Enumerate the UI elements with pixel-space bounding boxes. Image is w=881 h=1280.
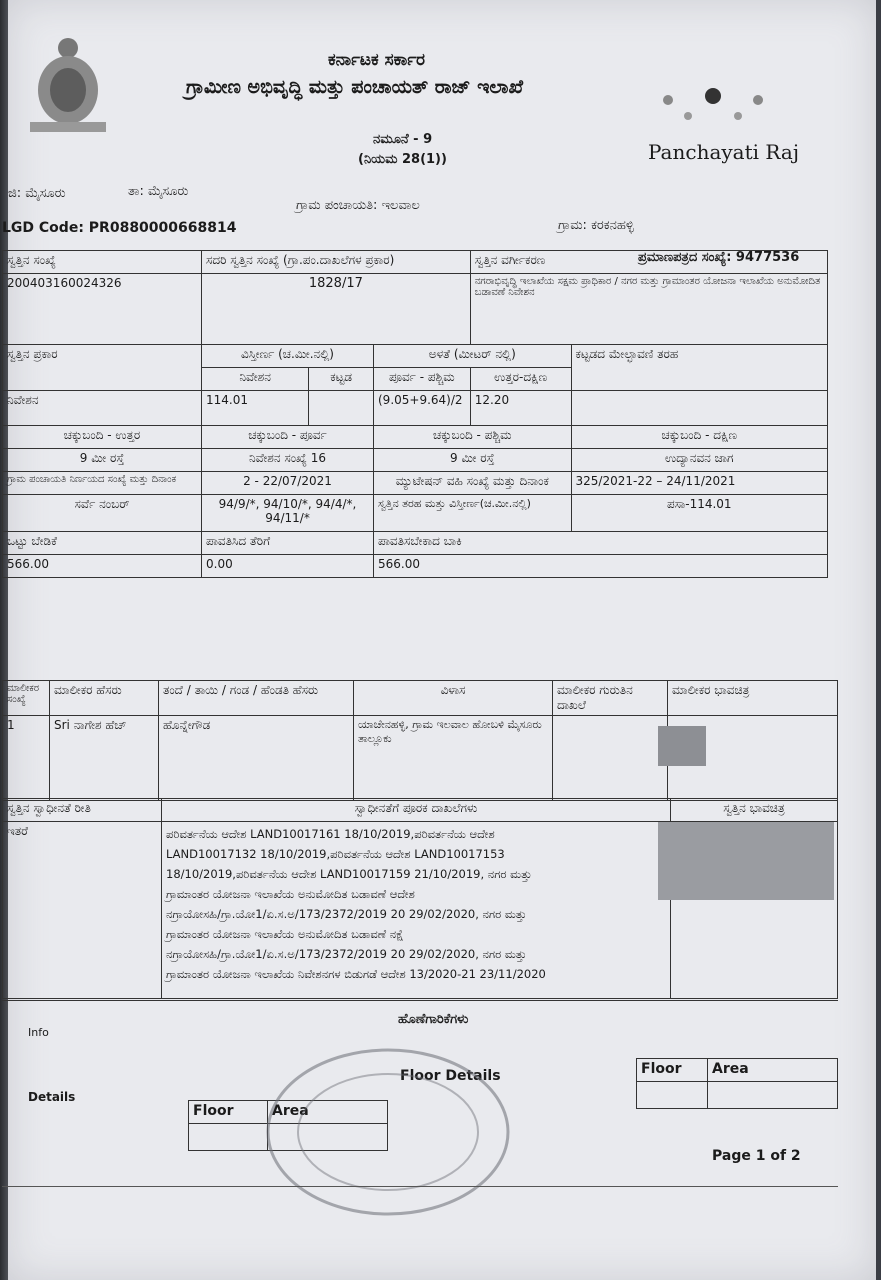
- h-possession-mode: ಸ್ವತ್ತಿನ ಸ್ವಾಧೀನತೆ ರೀತಿ: [3, 799, 162, 822]
- balance-val: 566.00: [374, 555, 828, 578]
- district: ಜಿ: ಮೈಸೂರು: [8, 186, 66, 201]
- h-mutation: ಮ್ಯುಟೇಷನ್ ವಹಿ ಸಂಖ್ಯೆ ಮತ್ತು ದಿನಾಂಕ: [374, 472, 572, 495]
- property-table: [2, 250, 828, 578]
- h-prop-id: ಸ್ವತ್ತಿನ ಸಂಖ್ಯೆ: [3, 251, 202, 274]
- h-id-proof: ಮಾಲೀಕರ ಗುರುತಿನ ದಾಖಲೆ: [553, 681, 668, 716]
- gram-panchayat: ಗ್ರಾಮ ಪಂಚಾಯತಿ: ಇಲವಾಲ: [296, 198, 420, 213]
- owner-photo: [658, 726, 706, 766]
- h-dims: ಅಳತೆ (ಮೀಟರ್ ನಲ್ಲಿ): [374, 345, 572, 368]
- h-site: ನಿವೇಶನ: [202, 368, 309, 391]
- village: ಗ್ರಾಮ: ಕರಕನಹಳ್ಳಿ: [558, 218, 634, 233]
- page-number: Page 1 of 2: [712, 1148, 801, 1164]
- h-south: ಚಕ್ಕುಬಂದಿ - ದಕ್ಷಿಣ: [571, 426, 827, 449]
- paid-val: 0.00: [202, 555, 374, 578]
- ns-val: 12.20: [470, 391, 571, 426]
- h-roof: ಕಟ್ಟಡದ ಮೇಲ್ಛಾವಣಿ ತರಹ: [571, 345, 827, 391]
- h-prop-area: ಸ್ವತ್ತಿನ ತರಹ ಮತ್ತು ವಿಸ್ತೀರ್ಣ(ಚ.ಮೀ.ನಲ್ಲಿ): [374, 495, 572, 532]
- doc-line: ಪರಿವರ್ತನೆಯ ಆದೇಶ LAND10017161 18/10/2019,ಪರಿವರ್ತನೆಯ ಆದೇಶ: [166, 827, 495, 841]
- demand-val: 566.00: [3, 555, 202, 578]
- panchayati-raj-logo-icon: [648, 80, 778, 130]
- h-owner-no: ಮಾಲೀಕರ ಸಂಖ್ಯೆ: [3, 681, 50, 716]
- karnataka-emblem-icon: [22, 28, 114, 140]
- parent-name: ಹೊನ್ನೇಗೌಡ: [159, 716, 354, 801]
- h-type: ಸ್ವತ್ತಿನ ಪ್ರಕಾರ: [3, 345, 202, 391]
- north-val: 9 ಮೀ ರಸ್ತೆ: [3, 449, 202, 472]
- owner-name: Sri ನಾಗೇಶ ಹೆಚ್: [50, 716, 159, 801]
- h-west: ಚಕ್ಕುಬಂದಿ - ಪಶ್ಚಿಮ: [374, 426, 572, 449]
- h-property-photo: ಸ್ವತ್ತಿನ ಭಾವಚಿತ್ರ: [671, 799, 838, 822]
- bldg-area: [309, 391, 374, 426]
- certificate-number: ಪ್ರಮಾಣಪತ್ರದ ಸಂಖ್ಯೆ: 9477536: [638, 250, 800, 265]
- floor-header: Floor: [637, 1059, 708, 1082]
- survey-val: 94/9/*, 94/10/*, 94/4/*, 94/11/*: [202, 495, 374, 532]
- h-owner-photo: ಮಾಲೀಕರ ಭಾವಚಿತ್ರ: [668, 681, 838, 716]
- area-header: Area: [268, 1101, 388, 1124]
- taluk: ತಾ: ಮೈಸೂರು: [128, 184, 189, 199]
- gov-title: ಕರ್ನಾಟಕ ಸರ್ಕಾರ: [328, 50, 426, 70]
- footer-rule: [2, 1186, 838, 1187]
- gp-res: 2 - 22/07/2021: [202, 472, 374, 495]
- h-paid: ಪಾವತಿಸಿದ ತೆರಿಗೆ: [202, 532, 374, 555]
- doc-line: ಗ್ರಾಮಾಂತರ ಯೋಜನಾ ಇಲಾಖೆಯ ಅನುಮೋದಿತ ಬಡಾವಣೆ ನಕ್ಷೆ: [166, 927, 404, 941]
- h-demand: ಒಟ್ಟು ಬೇಡಿಕೆ: [3, 532, 202, 555]
- doc-line: 18/10/2019,ಪರಿವರ್ತನೆಯ ಆದೇಶ LAND10017159 21/10/2019, ನಗರ ಮತ್ತು: [166, 867, 532, 881]
- h-owner-name: ಮಾಲೀಕರ ಹೆಸರು: [50, 681, 159, 716]
- details-label: Details: [28, 1090, 76, 1104]
- h-balance: ಪಾವತಿಸಬೇಕಾದ ಬಾಕಿ: [374, 532, 828, 555]
- classification: ನಗರಾಭಿವೃದ್ಧಿ ಇಲಾಖೆಯ ಸಕ್ಷಮ ಪ್ರಾಧಿಕಾರ / ನಗರ ಮತ್ತು ಗ್ರಾಮಾಂತರ ಯೋಜನಾ ಇಲಾಖೆಯ ಅನುಮೋದಿತ ಬಡಾವಣೆ ನಿವೇಶನ: [470, 274, 827, 345]
- prop-id: 200403160024326: [3, 274, 202, 345]
- official-seal-icon: [258, 1040, 518, 1220]
- address: ಯಾಚೇನಹಳ್ಳಿ, ಗ್ರಾಮ ಇಲವಾಲ ಹೋಬಳಿ ಮೈಸೂರು ತಾಲ್ಲೂಕು: [354, 716, 553, 801]
- form-number: ನಮೂನೆ - 9: [373, 132, 433, 147]
- floor-table-right: [636, 1058, 838, 1109]
- h-ew: ಪೂರ್ವ - ಪಶ್ಚಿಮ: [374, 368, 471, 391]
- h-class: ಸ್ವತ್ತಿನ ವರ್ಗೀಕರಣ: [470, 251, 827, 274]
- h-east: ಚಕ್ಕುಬಂದಿ - ಪೂರ್ವ: [202, 426, 374, 449]
- owner-no: 1: [3, 716, 50, 801]
- rule-number: (ನಿಯಮ 28(1)): [358, 152, 447, 167]
- prop-no: 1828/17: [202, 274, 471, 345]
- east-val: ನಿವೇಶನ ಸಂಖ್ಯೆ 16: [202, 449, 374, 472]
- possession-mode: ಇತರೆ: [3, 822, 162, 999]
- supporting-docs: [162, 822, 671, 999]
- h-address: ವಿಳಾಸ: [354, 681, 553, 716]
- floor-details-label: Floor Details: [400, 1068, 501, 1084]
- id-proof: [553, 716, 668, 801]
- document-page: [2, 0, 876, 1280]
- west-val: 9 ಮೀ ರಸ್ತೆ: [374, 449, 572, 472]
- h-ns: ಉತ್ತರ-ದಕ್ಷಿಣ: [470, 368, 571, 391]
- area-header: Area: [708, 1059, 838, 1082]
- ew-val: (9.05+9.64)/2: [374, 391, 471, 426]
- site-area: 114.01: [202, 391, 309, 426]
- doc-line: ಗ್ರಾಮಾಂತರ ಯೋಜನಾ ಇಲಾಖೆಯ ನಿವೇಶನಗಳ ಬಿಡುಗಡೆ ಆದೇಶ 13/2020-21 23/11/2020: [166, 967, 546, 981]
- floor-header: Floor: [189, 1101, 268, 1124]
- h-survey: ಸರ್ವೆ ನಂಬರ್: [3, 495, 202, 532]
- property-photo: [658, 822, 834, 900]
- h-north: ಚಕ್ಕುಬಂದಿ - ಉತ್ತರ: [3, 426, 202, 449]
- h-prop-no: ಸದರಿ ಸ್ವತ್ತಿನ ಸಂಖ್ಯೆ (ಗ್ರಾ.ಪಂ.ದಾಖಲೆಗಳ ಪ್ರಕಾರ): [202, 251, 471, 274]
- info-label: Info: [28, 1026, 49, 1039]
- dept-title: ಗ್ರಾಮೀಣ ಅಭಿವೃದ್ಧಿ ಮತ್ತು ಪಂಚಾಯತ್ ರಾಜ್ ಇಲಾಖೆ: [186, 76, 524, 98]
- prop-area-val: ಪಸಾ-114.01: [571, 495, 827, 532]
- mutation-val: 325/2021-22 – 24/11/2021: [571, 472, 827, 495]
- doc-line: ನಗ್ರಾಯೋಸಹಿ/ಗ್ರಾ.ಯೋ1/ಏ.ಸ.ಅ/173/2372/2019 20 29/02/2020, ನಗರ ಮತ್ತು: [166, 907, 527, 921]
- h-area: ವಿಸ್ತೀರ್ಣ (ಚ.ಮೀ.ನಲ್ಲಿ): [202, 345, 374, 368]
- type-val: ನಿವೇಶನ: [3, 391, 202, 426]
- owner-table: [2, 680, 838, 801]
- lgd-code: LGD Code: PR0880000668814: [2, 220, 237, 236]
- brand-text: Panchayati Raj: [648, 140, 800, 164]
- liabilities-title: ಹೊಣೆಗಾರಿಕೆಗಳು: [398, 1012, 469, 1027]
- south-val: ಉದ್ಯಾನವನ ಜಾಗ: [571, 449, 827, 472]
- doc-line: LAND10017132 18/10/2019,ಪರಿವರ್ತನೆಯ ಆದೇಶ LAND10017153: [166, 847, 505, 861]
- h-bldg: ಕಟ್ಟಡ: [309, 368, 374, 391]
- h-supporting-docs: ಸ್ವಾಧೀನತೆಗೆ ಪೂರಕ ದಾಖಲೆಗಳು: [162, 799, 671, 822]
- roof-val: [571, 391, 827, 426]
- h-gp-res: ಗ್ರಾಮ ಪಂಚಾಯತಿ ನಿರ್ಣಯದ ಸಂಖ್ಯೆ ಮತ್ತು ದಿನಾಂಕ: [3, 472, 202, 495]
- doc-line: ಗ್ರಾಮಾಂತರ ಯೋಜನಾ ಇಲಾಖೆಯ ಅನುಮೋದಿತ ಬಡಾವಣೆ ಆದೇಶ: [166, 887, 415, 901]
- doc-line: ನಗ್ರಾಯೋಸಹಿ/ಗ್ರಾ.ಯೋ1/ಏ.ಸ.ಅ/173/2372/2019 20 29/02/2020, ನಗರ ಮತ್ತು: [166, 947, 527, 961]
- h-parent-name: ತಂದೆ / ತಾಯಿ / ಗಂಡ / ಹೆಂಡತಿ ಹೆಸರು: [159, 681, 354, 716]
